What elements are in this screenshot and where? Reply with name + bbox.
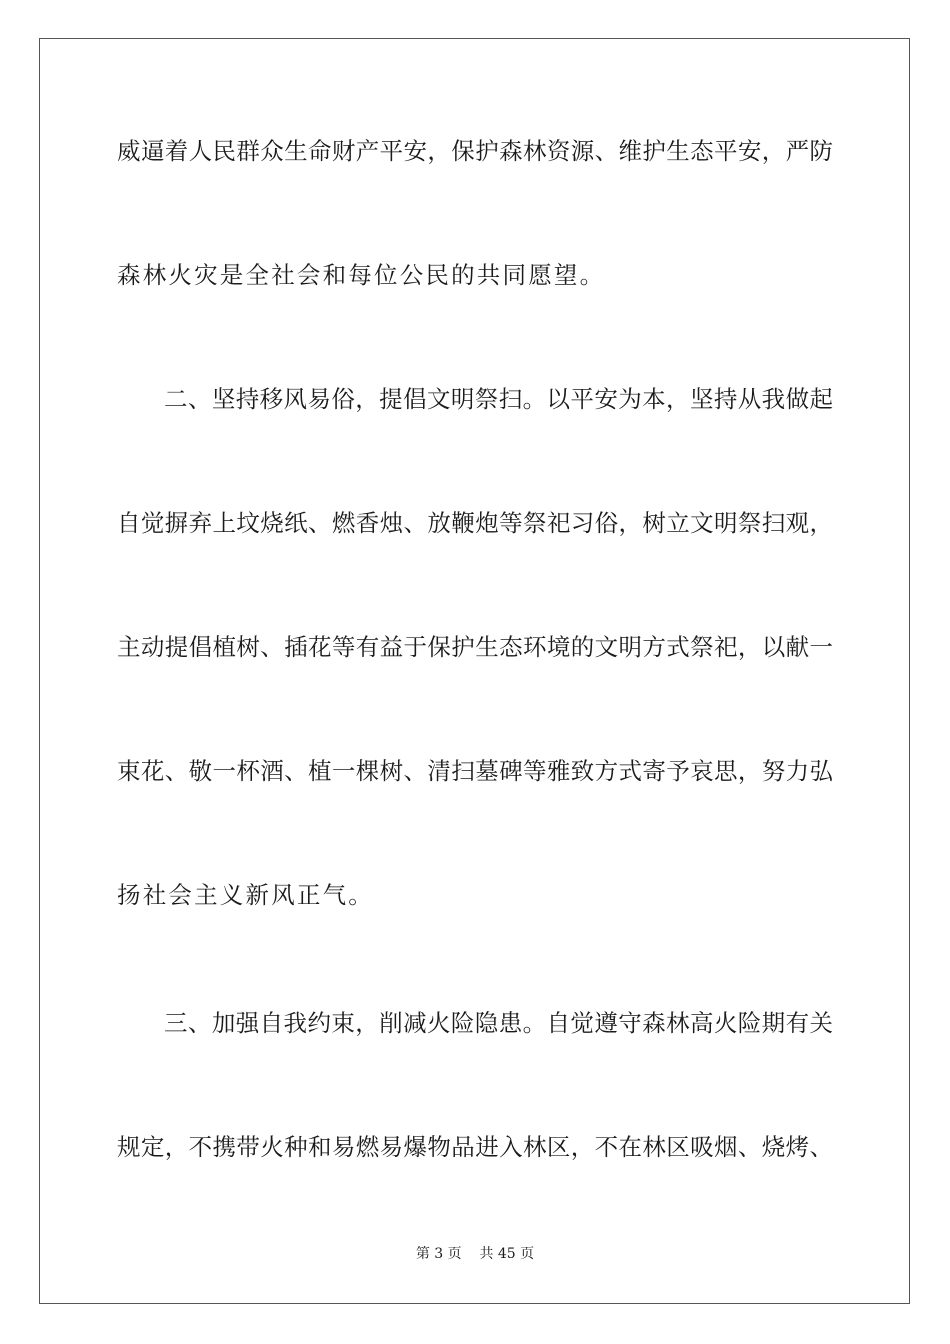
body-text-line-9: 规定，不携带火种和易燃易爆物品进入林区，不在林区吸烟、烧烤、	[117, 1133, 833, 1161]
body-text-line-3: 二、坚持移风易俗，提倡文明祭扫。以平安为本，坚持从我做起	[164, 385, 833, 413]
body-text-line-8: 三、加强自我约束，削减火险隐患。自觉遵守森林高火险期有关	[164, 1009, 833, 1037]
page-total: 共 45 页	[479, 1246, 535, 1262]
body-text-line-5: 主动提倡植树、插花等有益于保护生态环境的文明方式祭祀，以献一	[117, 633, 833, 661]
body-text-line-1: 威逼着人民群众生命财产平安，保护森林资源、维护生态平安，严防	[117, 137, 833, 165]
page-border	[39, 38, 910, 1304]
body-text-line-2: 森林火灾是全社会和每位公民的共同愿望。	[117, 261, 606, 289]
body-text-line-6: 束花、敬一杯酒、植一棵树、清扫墓碑等雅致方式寄予哀思，努力弘	[117, 757, 833, 785]
page-footer	[0, 1244, 950, 1264]
body-text-line-4: 自觉摒弃上坟烧纸、燃香烛、放鞭炮等祭祀习俗，树立文明祭扫观，	[117, 509, 833, 537]
page-number: 第 3 页	[415, 1246, 462, 1262]
body-text-line-7: 扬社会主义新风正气。	[117, 881, 374, 909]
